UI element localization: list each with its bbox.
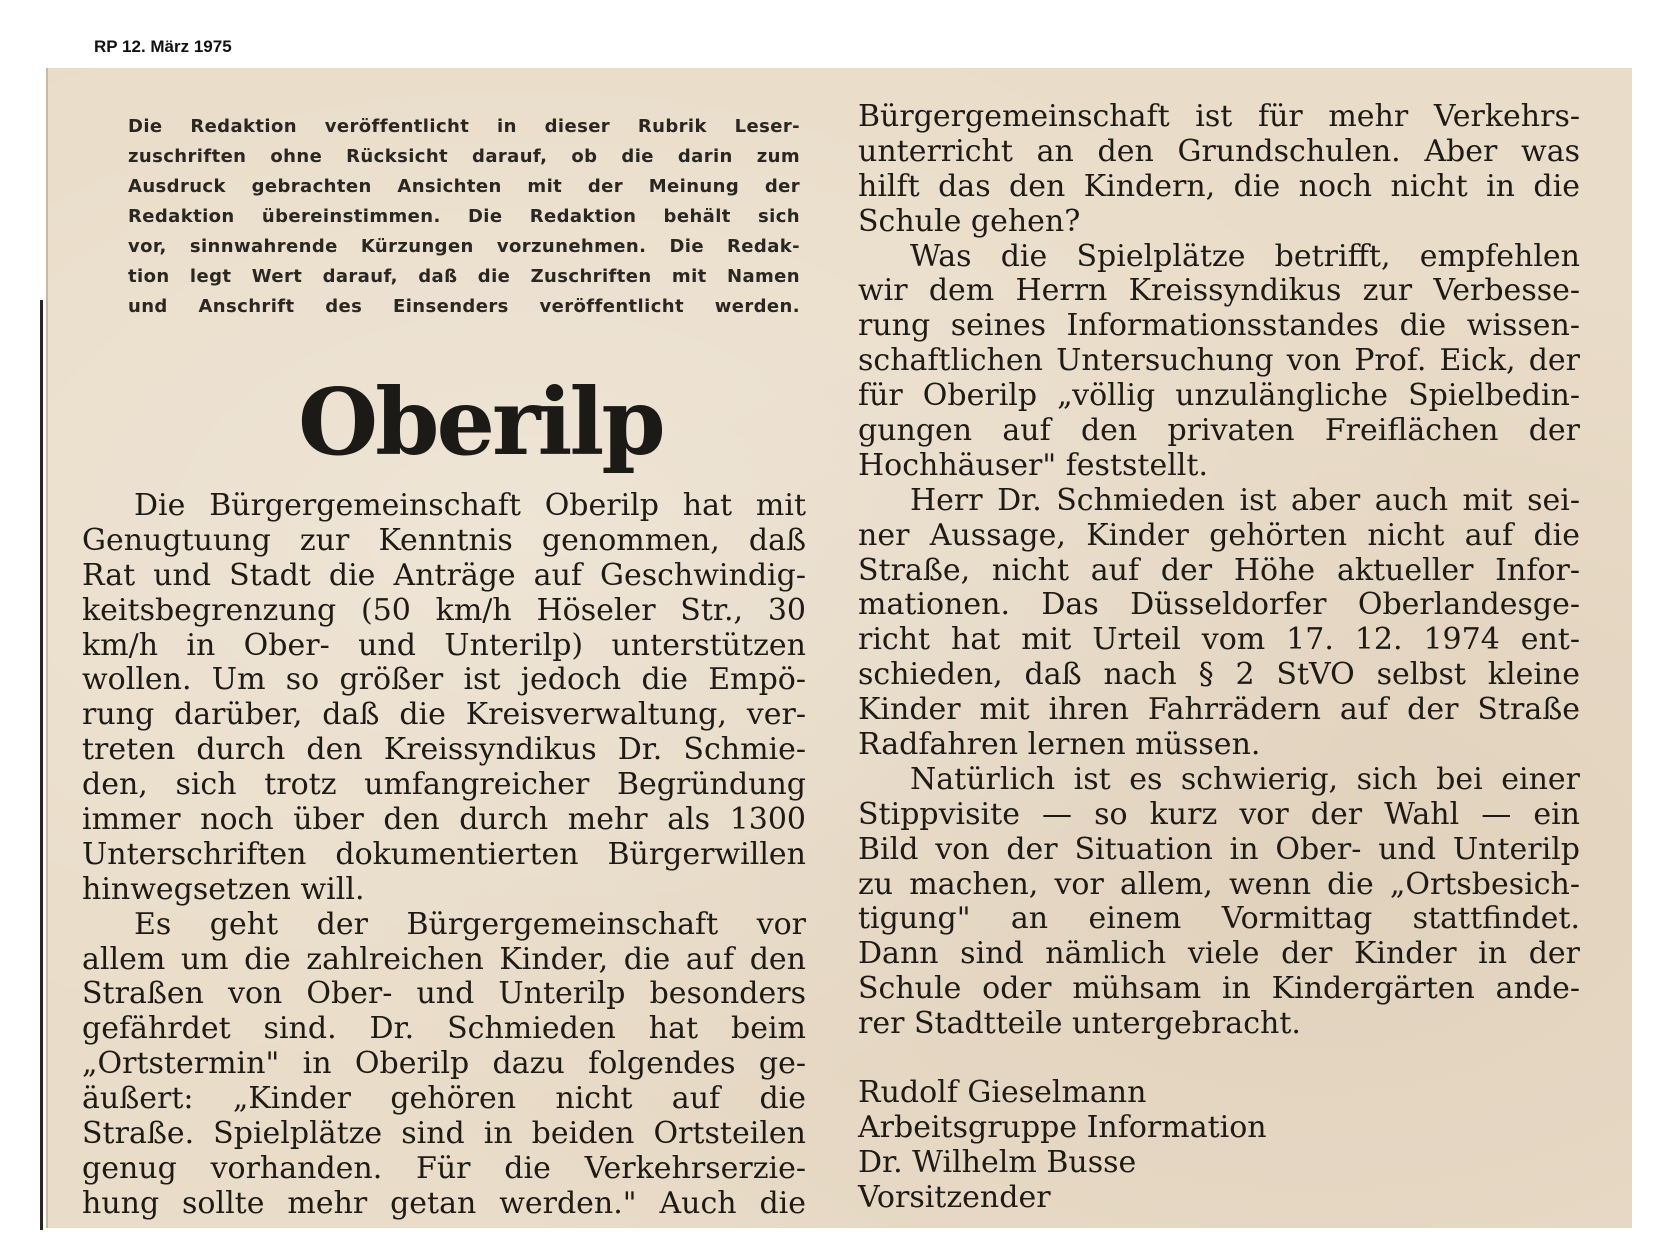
left-column xyxy=(82,489,806,1222)
text-line: gefährdet sind. Dr. Schmieden hat beim xyxy=(82,1012,806,1047)
text-line: Schule oder mühsam in Kindergärten ande- xyxy=(858,972,1580,1007)
text-line: Straße, nicht auf der Höhe aktueller Infor- xyxy=(858,553,1580,588)
text-line: Bürgergemeinschaft ist für mehr Verkehrs- xyxy=(858,100,1580,134)
text-line: äußert: „Kinder gehören nicht auf die xyxy=(82,1082,806,1117)
text-line: Stippvisite — so kurz vor der Wahl — ein xyxy=(858,797,1580,832)
text-line: für Oberilp „völlig unzulängliche Spielbedin- xyxy=(858,379,1580,414)
text-line: zu machen, vor allem, wenn die „Ortsbesich- xyxy=(858,867,1580,902)
text-line: km/h in Ober- und Unterilp) unterstützen xyxy=(82,628,806,663)
editorial-line: tion legt Wert darauf, daß die Zuschriften mit Namen xyxy=(128,266,800,287)
text-line: hinwegsetzen will. xyxy=(82,872,365,907)
signature-role: Arbeitsgruppe Information xyxy=(858,1109,1267,1145)
article-headline: Oberilp xyxy=(298,368,663,476)
text-line: allem um die zahlreichen Kinder, die auf den xyxy=(82,942,806,977)
signature-name: Dr. Wilhelm Busse xyxy=(858,1144,1137,1180)
editorial-line: und Anschrift des Einsenders veröffentlicht werden. xyxy=(128,296,800,317)
editorial-line: zuschriften ohne Rücksicht darauf, ob die darin zum xyxy=(128,146,800,167)
text-line: Straße. Spielplätze sind in beiden Ortsteilen xyxy=(82,1117,806,1152)
signature-name: Rudolf Gieselmann xyxy=(858,1075,1147,1111)
text-line: gungen auf den privaten Freiflächen der xyxy=(858,414,1580,449)
text-line: Bild von der Situation in Ober- und Unterilp xyxy=(858,832,1580,867)
text-line: treten durch den Kreissyndikus Dr. Schmie- xyxy=(82,733,806,768)
text-line: immer noch über den durch mehr als 1300 xyxy=(82,803,806,838)
text-line: ner Aussage, Kinder gehörten nicht auf die xyxy=(858,518,1580,553)
text-line: wir dem Herrn Kreissyndikus zur Verbesse- xyxy=(858,274,1580,309)
text-line: hilft das den Kindern, die noch nicht in die xyxy=(858,169,1580,204)
text-line: rer Stadtteile untergebracht. xyxy=(858,1007,1301,1042)
text-line: Schule gehen? xyxy=(858,204,1081,239)
text-line: Natürlich ist es schwierig, sich bei einer xyxy=(910,762,1580,797)
signature-spacer xyxy=(858,1042,1580,1076)
text-line: wollen. Um so größer ist jedoch die Empö- xyxy=(82,663,806,698)
text-line: den, sich trotz umfangreicher Begründung xyxy=(82,768,806,803)
text-line: Hochhäuser" feststellt. xyxy=(858,448,1208,483)
text-line: schieden, daß nach § 2 StVO selbst kleine xyxy=(858,658,1580,693)
text-line: unterricht an den Grundschulen. Aber was xyxy=(858,134,1580,169)
text-line: richt hat mit Urteil vom 17. 12. 1974 ent- xyxy=(858,623,1580,658)
text-line: Die Bürgergemeinschaft Oberilp hat mit xyxy=(134,489,806,523)
text-line: keitsbegrenzung (50 km/h Höseler Str., 30 xyxy=(82,593,806,628)
text-line: mationen. Das Düsseldorfer Oberlandesge- xyxy=(858,588,1580,623)
editorial-note xyxy=(128,112,800,322)
text-line: tigung" an einem Vormittag stattfindet. xyxy=(858,902,1580,937)
text-line: genug vorhanden. Für die Verkehrserzie- xyxy=(82,1151,806,1186)
text-line: schaftlichen Untersuchung von Prof. Eick, der xyxy=(858,344,1580,379)
text-line: Kinder mit ihren Fahrrädern auf der Straße xyxy=(858,693,1580,728)
text-line: Straßen von Ober- und Unterilp besonders xyxy=(82,977,806,1012)
right-column xyxy=(858,100,1580,1216)
signature-role: Vorsitzender xyxy=(858,1179,1051,1215)
text-line: hung sollte mehr getan werden." Auch die xyxy=(82,1186,806,1221)
editorial-line: Redaktion übereinstimmen. Die Redaktion behält sich xyxy=(128,206,800,227)
text-line: Radfahren lernen müssen. xyxy=(858,728,1261,763)
text-line: „Ortstermin" in Oberilp dazu folgendes ge- xyxy=(82,1047,806,1082)
text-line: rung seines Informationsstandes die wissen- xyxy=(858,309,1580,344)
text-line: Es geht der Bürgergemeinschaft vor xyxy=(134,907,806,942)
editorial-line: vor, sinnwahrende Kürzungen vorzunehmen. Die Redak- xyxy=(128,236,800,257)
editorial-line: Die Redaktion veröffentlicht in dieser Rubrik Leser- xyxy=(128,116,800,137)
text-line: Was die Spielplätze betrifft, empfehlen xyxy=(910,239,1580,274)
text-line: Dann sind nämlich viele der Kinder in der xyxy=(858,937,1580,972)
source-caption: RP 12. März 1975 xyxy=(94,37,232,56)
text-line: rung darüber, daß die Kreisverwaltung, ver- xyxy=(82,698,806,733)
text-line: Herr Dr. Schmieden ist aber auch mit sei- xyxy=(910,483,1580,518)
editorial-line: Ausdruck gebrachten Ansichten mit der Meinung der xyxy=(128,176,800,197)
text-line: Genugtuung zur Kenntnis genommen, daß xyxy=(82,523,806,558)
text-line: Rat und Stadt die Anträge auf Geschwindig- xyxy=(82,558,806,593)
column-rule xyxy=(40,300,43,1230)
text-line: Unterschriften dokumentierten Bürgerwillen xyxy=(82,837,806,872)
